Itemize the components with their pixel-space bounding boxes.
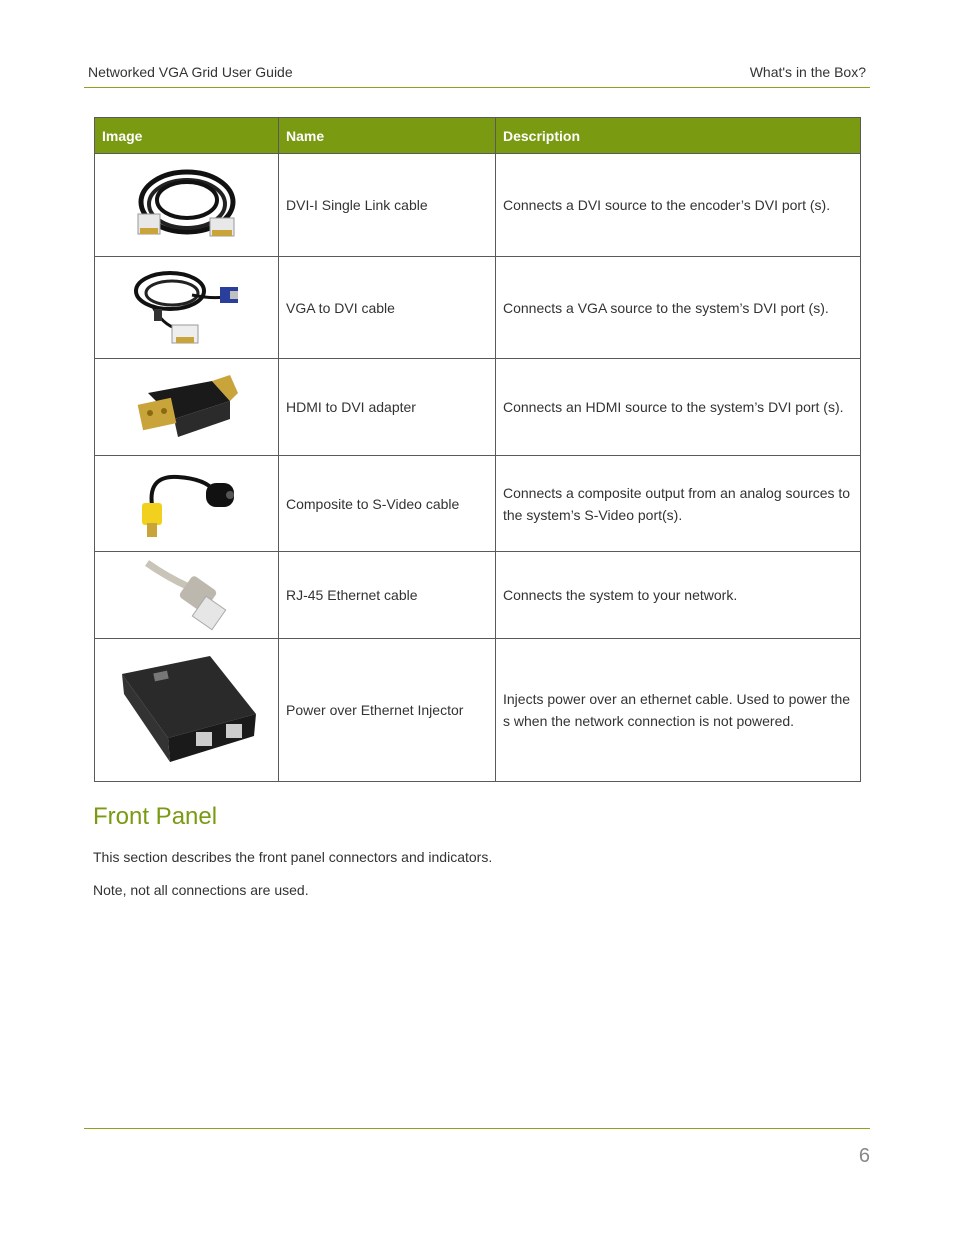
hdmi-dvi-adapter-icon [134, 367, 240, 447]
row-description-cell: Connects a DVI source to the encoder’s DVI port (s). [496, 154, 861, 257]
vga-dvi-cable-icon [132, 265, 242, 351]
row-name-cell: DVI-I Single Link cable [279, 154, 496, 257]
row-description-cell: Connects the system to your network. [496, 552, 861, 639]
table-header-row [95, 118, 861, 154]
row-name-cell: Composite to S-Video cable [279, 456, 496, 552]
row-image-cell [95, 552, 279, 639]
row-name-cell: VGA to DVI cable [279, 257, 496, 359]
dvi-cable-icon [132, 164, 242, 246]
composite-svideo-cable-icon [134, 465, 240, 543]
section-paragraph: This section describes the front panel connectors and indicators. [93, 849, 493, 865]
box-contents-table [94, 117, 861, 782]
row-image-cell [95, 359, 279, 456]
page-header [84, 62, 870, 88]
row-image-cell [95, 456, 279, 552]
table-row [95, 257, 861, 359]
poe-injector-icon [114, 654, 260, 766]
column-header-name: Name [279, 118, 496, 154]
row-description-cell: Connects an HDMI source to the system’s DVI port (s). [496, 359, 861, 456]
row-image-cell [95, 639, 279, 782]
rj45-cable-icon [137, 557, 237, 633]
row-name-cell: HDMI to DVI adapter [279, 359, 496, 456]
table-row [95, 639, 861, 782]
header-document-title: Networked VGA Grid User Guide [88, 64, 293, 80]
section-paragraph: Note, not all connections are used. [93, 882, 309, 898]
header-section-title: What's in the Box? [749, 64, 866, 80]
column-header-image: Image [95, 118, 279, 154]
row-name-cell: Power over Ethernet Injector [279, 639, 496, 782]
row-description-cell: Injects power over an ethernet cable. Used to power the s when the network connection is not powered. [496, 639, 861, 782]
table-row [95, 359, 861, 456]
row-description-cell: Connects a VGA source to the system’s DVI port (s). [496, 257, 861, 359]
footer-rule [84, 1128, 870, 1129]
table-row [95, 456, 861, 552]
row-image-cell [95, 154, 279, 257]
section-title: Front Panel [93, 803, 218, 830]
row-name-cell: RJ-45 Ethernet cable [279, 552, 496, 639]
page-number: 6 [858, 1145, 870, 1167]
table-row [95, 552, 861, 639]
column-header-description: Description [496, 118, 861, 154]
row-image-cell [95, 257, 279, 359]
table-row [95, 154, 861, 257]
row-description-cell: Connects a composite output from an analog sources to the system’s S-Video port(s). [496, 456, 861, 552]
